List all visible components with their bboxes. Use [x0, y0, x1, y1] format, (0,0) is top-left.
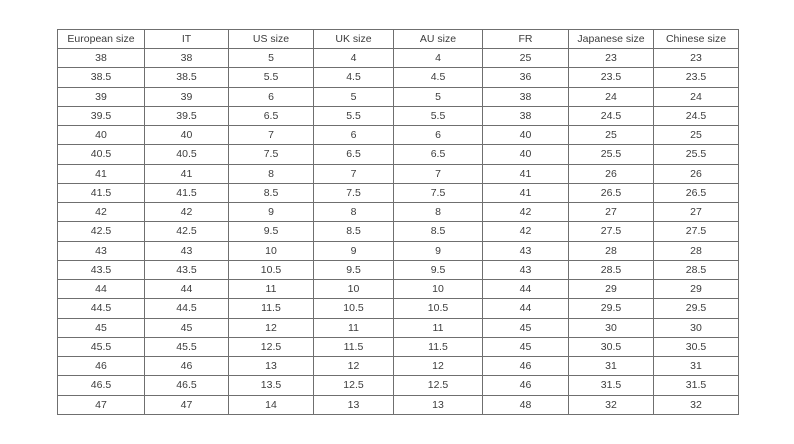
table-row: [58, 222, 739, 241]
table-cell: 24: [569, 87, 654, 106]
table-cell: 27.5: [654, 222, 739, 241]
header-cell: UK size: [314, 30, 394, 49]
header-row: [58, 30, 739, 49]
table-cell: 25: [654, 126, 739, 145]
table-cell: 30: [654, 318, 739, 337]
table-cell: 5: [394, 87, 483, 106]
table-cell: 42: [58, 203, 145, 222]
table-row: [58, 145, 739, 164]
table-cell: 41.5: [58, 183, 145, 202]
table-row: [58, 395, 739, 415]
table-cell: 8: [314, 203, 394, 222]
table-cell: 45: [483, 318, 569, 337]
table-cell: 5.5: [394, 106, 483, 125]
table-cell: 12: [394, 357, 483, 376]
table-cell: 32: [654, 395, 739, 415]
table-cell: 28.5: [569, 260, 654, 279]
table-cell: 32: [569, 395, 654, 415]
table-cell: 24.5: [569, 106, 654, 125]
table-cell: 12.5: [314, 376, 394, 395]
table-cell: 29.5: [569, 299, 654, 318]
header-cell: AU size: [394, 30, 483, 49]
table-cell: 28.5: [654, 260, 739, 279]
table-cell: 46: [483, 376, 569, 395]
table-cell: 30.5: [569, 337, 654, 356]
table-cell: 23.5: [654, 68, 739, 87]
table-cell: 4.5: [394, 68, 483, 87]
table-header: [58, 30, 739, 49]
table-cell: 42.5: [58, 222, 145, 241]
table-cell: 38.5: [58, 68, 145, 87]
header-cell: IT: [145, 30, 229, 49]
table-cell: 40: [58, 126, 145, 145]
table-cell: 9: [229, 203, 314, 222]
table-cell: 43: [483, 241, 569, 260]
table-cell: 29.5: [654, 299, 739, 318]
table-cell: 40.5: [58, 145, 145, 164]
table-row: [58, 203, 739, 222]
header-cell: FR: [483, 30, 569, 49]
table-row: [58, 337, 739, 356]
table-cell: 42: [483, 203, 569, 222]
table-cell: 25: [569, 126, 654, 145]
table-cell: 25.5: [569, 145, 654, 164]
table-cell: 41: [58, 164, 145, 183]
table-row: [58, 87, 739, 106]
table-cell: 6.5: [229, 106, 314, 125]
table-cell: 41.5: [145, 183, 229, 202]
table-cell: 44.5: [58, 299, 145, 318]
table-cell: 11.5: [394, 337, 483, 356]
table-cell: 7.5: [229, 145, 314, 164]
table-cell: 45.5: [145, 337, 229, 356]
table-cell: 44: [58, 280, 145, 299]
table-cell: 6: [229, 87, 314, 106]
table-cell: 38.5: [145, 68, 229, 87]
table-cell: 26.5: [654, 183, 739, 202]
table-cell: 10.5: [314, 299, 394, 318]
table-cell: 11.5: [314, 337, 394, 356]
table-cell: 39.5: [58, 106, 145, 125]
table-cell: 23: [654, 49, 739, 68]
table-cell: 47: [58, 395, 145, 415]
table-cell: 10: [229, 241, 314, 260]
table-cell: 12.5: [394, 376, 483, 395]
table-cell: 39: [145, 87, 229, 106]
table-row: [58, 106, 739, 125]
table-cell: 10: [314, 280, 394, 299]
table-cell: 27: [654, 203, 739, 222]
table-cell: 46: [145, 357, 229, 376]
table-cell: 23.5: [569, 68, 654, 87]
table-cell: 42: [483, 222, 569, 241]
table-cell: 10.5: [229, 260, 314, 279]
table-cell: 11.5: [229, 299, 314, 318]
table-row: [58, 376, 739, 395]
table-cell: 25: [483, 49, 569, 68]
table-cell: 43: [483, 260, 569, 279]
table-cell: 9.5: [314, 260, 394, 279]
table-body: [58, 49, 739, 415]
table-cell: 23: [569, 49, 654, 68]
table-cell: 31.5: [569, 376, 654, 395]
table-cell: 36: [483, 68, 569, 87]
table-cell: 40.5: [145, 145, 229, 164]
table-cell: 26: [654, 164, 739, 183]
table-cell: 13: [314, 395, 394, 415]
table-cell: 42: [145, 203, 229, 222]
table-cell: 9: [314, 241, 394, 260]
table-cell: 6.5: [394, 145, 483, 164]
table-cell: 5.5: [314, 106, 394, 125]
header-cell: European size: [58, 30, 145, 49]
table-cell: 13: [229, 357, 314, 376]
table-cell: 29: [654, 280, 739, 299]
table-cell: 8.5: [229, 183, 314, 202]
table-cell: 24: [654, 87, 739, 106]
header-cell: Chinese size: [654, 30, 739, 49]
table-cell: 28: [569, 241, 654, 260]
header-cell: US size: [229, 30, 314, 49]
table-cell: 5: [229, 49, 314, 68]
table-row: [58, 164, 739, 183]
table-cell: 39.5: [145, 106, 229, 125]
table-cell: 46.5: [58, 376, 145, 395]
table-row: [58, 241, 739, 260]
table-cell: 44.5: [145, 299, 229, 318]
table-cell: 46.5: [145, 376, 229, 395]
table-cell: 46: [58, 357, 145, 376]
table-cell: 10.5: [394, 299, 483, 318]
table-row: [58, 49, 739, 68]
table-cell: 48: [483, 395, 569, 415]
table-cell: 27: [569, 203, 654, 222]
table-cell: 27.5: [569, 222, 654, 241]
table-cell: 43: [145, 241, 229, 260]
table-cell: 26.5: [569, 183, 654, 202]
table-cell: 31: [654, 357, 739, 376]
table-cell: 12.5: [229, 337, 314, 356]
table-cell: 45.5: [58, 337, 145, 356]
table-cell: 9: [394, 241, 483, 260]
table-cell: 44: [483, 299, 569, 318]
table-cell: 38: [58, 49, 145, 68]
table-cell: 43.5: [145, 260, 229, 279]
table-row: [58, 280, 739, 299]
table-row: [58, 126, 739, 145]
table-cell: 12: [314, 357, 394, 376]
header-cell: Japanese size: [569, 30, 654, 49]
table-cell: 42.5: [145, 222, 229, 241]
table-cell: 38: [483, 106, 569, 125]
table-cell: 31: [569, 357, 654, 376]
table-cell: 6: [314, 126, 394, 145]
table-row: [58, 318, 739, 337]
table-cell: 45: [58, 318, 145, 337]
table-cell: 5: [314, 87, 394, 106]
table-cell: 25.5: [654, 145, 739, 164]
table-cell: 14: [229, 395, 314, 415]
table-container: [57, 29, 739, 415]
table-cell: 26: [569, 164, 654, 183]
table-cell: 11: [314, 318, 394, 337]
table-cell: 9.5: [229, 222, 314, 241]
table-cell: 45: [145, 318, 229, 337]
table-cell: 43.5: [58, 260, 145, 279]
table-cell: 5.5: [229, 68, 314, 87]
table-cell: 44: [483, 280, 569, 299]
table-cell: 40: [145, 126, 229, 145]
table-cell: 7.5: [314, 183, 394, 202]
table-cell: 7: [229, 126, 314, 145]
table-cell: 40: [483, 126, 569, 145]
table-cell: 46: [483, 357, 569, 376]
table-cell: 30: [569, 318, 654, 337]
table-cell: 31.5: [654, 376, 739, 395]
table-row: [58, 357, 739, 376]
table-cell: 8.5: [314, 222, 394, 241]
table-cell: 40: [483, 145, 569, 164]
table-cell: 44: [145, 280, 229, 299]
table-cell: 8: [394, 203, 483, 222]
table-cell: 8: [229, 164, 314, 183]
table-cell: 4: [394, 49, 483, 68]
table-row: [58, 299, 739, 318]
table-cell: 6: [394, 126, 483, 145]
table-cell: 39: [58, 87, 145, 106]
table-cell: 41: [483, 183, 569, 202]
table-cell: 45: [483, 337, 569, 356]
table-cell: 28: [654, 241, 739, 260]
table-cell: 12: [229, 318, 314, 337]
table-cell: 6.5: [314, 145, 394, 164]
table-cell: 29: [569, 280, 654, 299]
table-cell: 4: [314, 49, 394, 68]
table-cell: 38: [483, 87, 569, 106]
shoe-size-conversion-table: [57, 29, 739, 415]
table-cell: 43: [58, 241, 145, 260]
table-cell: 30.5: [654, 337, 739, 356]
table-cell: 13: [394, 395, 483, 415]
table-cell: 41: [145, 164, 229, 183]
table-cell: 7: [394, 164, 483, 183]
table-cell: 11: [394, 318, 483, 337]
table-cell: 38: [145, 49, 229, 68]
table-cell: 8.5: [394, 222, 483, 241]
table-cell: 41: [483, 164, 569, 183]
table-cell: 24.5: [654, 106, 739, 125]
table-cell: 10: [394, 280, 483, 299]
table-cell: 4.5: [314, 68, 394, 87]
table-cell: 11: [229, 280, 314, 299]
table-cell: 47: [145, 395, 229, 415]
table-row: [58, 183, 739, 202]
table-cell: 7: [314, 164, 394, 183]
table-cell: 7.5: [394, 183, 483, 202]
table-row: [58, 68, 739, 87]
table-row: [58, 260, 739, 279]
table-cell: 9.5: [394, 260, 483, 279]
table-cell: 13.5: [229, 376, 314, 395]
